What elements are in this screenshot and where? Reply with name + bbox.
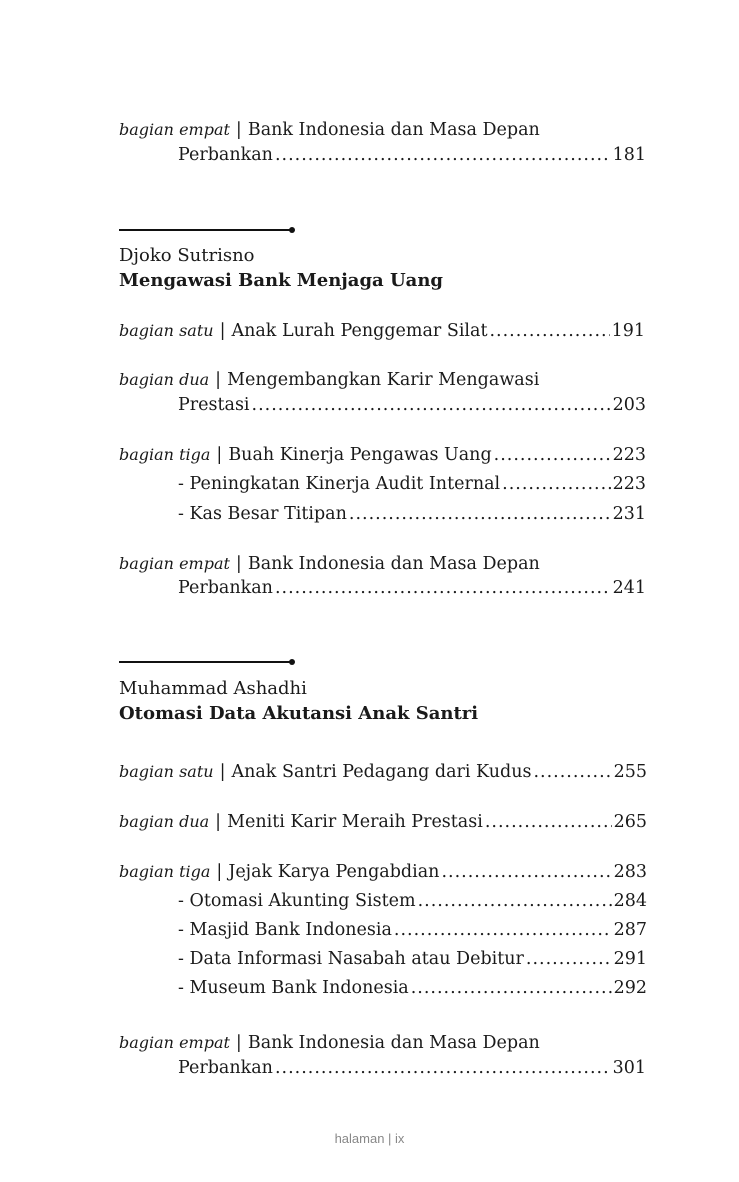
entry-title: Perbankan bbox=[178, 578, 273, 598]
page-number: 255 bbox=[613, 762, 647, 782]
page-number: 291 bbox=[613, 949, 647, 969]
toc-entry[interactable] bbox=[178, 576, 646, 600]
leader-dots bbox=[533, 760, 611, 784]
part-label: bagian tiga bbox=[119, 445, 211, 464]
separator: | bbox=[215, 812, 222, 832]
entry-title: Bank Indonesia dan Masa Depan bbox=[247, 554, 540, 574]
separator: | bbox=[215, 370, 222, 390]
author-name: Muhammad Ashadhi bbox=[119, 678, 307, 699]
separator: | bbox=[235, 554, 242, 574]
leader-dots bbox=[441, 860, 611, 884]
separator: | bbox=[219, 321, 226, 341]
entry-title: Buah Kinerja Pengawas Uang bbox=[228, 445, 492, 465]
entry-title: Anak Santri Pedagang dari Kudus bbox=[231, 762, 532, 782]
page-number: 191 bbox=[611, 321, 645, 341]
subentry-title: - Peningkatan Kinerja Audit Internal bbox=[178, 474, 501, 494]
page-number: 241 bbox=[612, 578, 646, 598]
toc-entry[interactable] bbox=[119, 760, 647, 784]
entry-title: Bank Indonesia dan Masa Depan bbox=[247, 120, 540, 140]
entry-title: Perbankan bbox=[178, 1058, 273, 1078]
page-number: 283 bbox=[613, 862, 647, 882]
toc-subentry[interactable] bbox=[178, 947, 647, 971]
leader-dots bbox=[349, 502, 611, 526]
page-number: 287 bbox=[613, 920, 647, 940]
leader-dots bbox=[526, 947, 612, 971]
part-label: bagian satu bbox=[119, 762, 214, 781]
toc-entry-heading bbox=[119, 118, 540, 142]
page-number: 203 bbox=[612, 395, 646, 415]
separator: | bbox=[216, 862, 223, 882]
separator: | bbox=[235, 1033, 242, 1053]
separator: | bbox=[216, 445, 223, 465]
toc-subentry[interactable] bbox=[178, 502, 646, 526]
entry-title: Meniti Karir Meraih Prestasi bbox=[227, 812, 483, 832]
leader-dots bbox=[411, 976, 612, 1000]
entry-title: Anak Lurah Penggemar Silat bbox=[231, 321, 488, 341]
page-number: 181 bbox=[612, 145, 646, 165]
subentry-title: - Masjid Bank Indonesia bbox=[178, 920, 392, 940]
leader-dots bbox=[252, 393, 611, 417]
subentry-title: - Otomasi Akunting Sistem bbox=[178, 891, 416, 911]
toc-entry[interactable] bbox=[178, 143, 646, 167]
divider-dot bbox=[289, 659, 295, 665]
leader-dots bbox=[275, 1056, 611, 1080]
page-number: 292 bbox=[613, 978, 647, 998]
leader-dots bbox=[502, 472, 610, 496]
leader-dots bbox=[275, 143, 611, 167]
subentry-title: - Data Informasi Nasabah atau Debitur bbox=[178, 949, 524, 969]
page-number: 301 bbox=[612, 1058, 646, 1078]
entry-title: Perbankan bbox=[178, 145, 273, 165]
leader-dots bbox=[489, 319, 609, 343]
entry-title: Prestasi bbox=[178, 395, 250, 415]
subentry-title: - Kas Besar Titipan bbox=[178, 504, 347, 524]
toc-entry-heading bbox=[119, 552, 540, 576]
toc-subentry[interactable] bbox=[178, 889, 647, 913]
leader-dots bbox=[494, 443, 611, 467]
page-number: 284 bbox=[613, 891, 647, 911]
toc-entry[interactable] bbox=[119, 443, 646, 467]
page-number: 223 bbox=[612, 445, 646, 465]
toc-entry[interactable] bbox=[178, 393, 646, 417]
part-label: bagian empat bbox=[119, 1033, 230, 1052]
toc-entry[interactable] bbox=[119, 319, 645, 343]
part-label: bagian dua bbox=[119, 370, 210, 389]
page-number: 231 bbox=[612, 504, 646, 524]
entry-title: Jejak Karya Pengabdian bbox=[228, 862, 440, 882]
divider-dot bbox=[289, 227, 295, 233]
part-label: bagian empat bbox=[119, 554, 230, 573]
author-name: Djoko Sutrisno bbox=[119, 245, 255, 266]
subentry-title: - Museum Bank Indonesia bbox=[178, 978, 409, 998]
toc-subentry[interactable] bbox=[178, 918, 647, 942]
leader-dots bbox=[275, 576, 611, 600]
page-number: 265 bbox=[613, 812, 647, 832]
toc-entry-heading bbox=[119, 368, 539, 392]
toc-subentry[interactable] bbox=[178, 976, 647, 1000]
section-divider bbox=[119, 661, 291, 663]
part-label: bagian satu bbox=[119, 321, 214, 340]
leader-dots bbox=[418, 889, 612, 913]
separator: | bbox=[235, 120, 242, 140]
part-label: bagian empat bbox=[119, 120, 230, 139]
part-label: bagian tiga bbox=[119, 862, 211, 881]
leader-dots bbox=[394, 918, 612, 942]
page-number: 223 bbox=[612, 474, 646, 494]
part-label: bagian dua bbox=[119, 812, 210, 831]
chapter-title: Otomasi Data Akutansi Anak Santri bbox=[119, 703, 479, 724]
toc-entry[interactable] bbox=[178, 1056, 646, 1080]
chapter-title: Mengawasi Bank Menjaga Uang bbox=[119, 270, 443, 291]
leader-dots bbox=[485, 810, 612, 834]
toc-entry[interactable] bbox=[119, 860, 647, 884]
toc-entry[interactable] bbox=[119, 810, 647, 834]
separator: | bbox=[219, 762, 226, 782]
section-divider bbox=[119, 229, 291, 231]
entry-title: Bank Indonesia dan Masa Depan bbox=[247, 1033, 540, 1053]
toc-entry-heading bbox=[119, 1031, 540, 1055]
entry-title: Mengembangkan Karir Mengawasi bbox=[227, 370, 540, 390]
toc-subentry[interactable] bbox=[178, 472, 646, 496]
page-footer: halaman | ix bbox=[334, 1131, 405, 1146]
